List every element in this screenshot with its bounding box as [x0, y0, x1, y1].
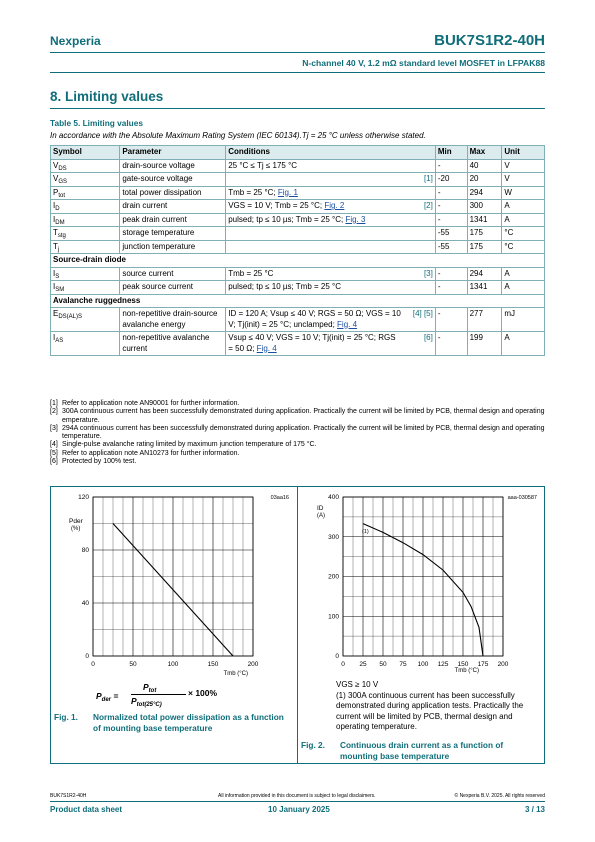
min-cell: - — [435, 308, 467, 332]
reference-cell: [2] — [403, 200, 435, 214]
table-header-cell: Min — [435, 146, 467, 160]
x-tick-label: 175 — [477, 661, 489, 668]
symbol-subscript: DS(AL)S — [58, 314, 83, 320]
table-row — [51, 159, 545, 173]
note-number: [4] — [50, 441, 58, 449]
note-text: Refer to application note AN10273 for further information. — [62, 449, 240, 457]
table-header-cell: Max — [467, 146, 502, 160]
parameter-cell: source current — [120, 267, 226, 281]
note-item — [50, 425, 545, 442]
unit-cell: W — [502, 186, 545, 200]
header-rule — [50, 52, 545, 53]
conditions-text: 25 °C ≤ Tj ≤ 175 °C — [228, 160, 298, 170]
table-row — [51, 332, 545, 356]
parameter-cell: peak drain current — [120, 213, 226, 227]
reference-cell: [3] — [403, 267, 435, 281]
y-tick-label: 80 — [81, 547, 89, 554]
table-description: In accordance with the Absolute Maximum Rating System (IEC 60134).Tj = 25 °C unless otherwise stated. — [50, 131, 426, 140]
x-axis-label: Tmb (°C) — [454, 668, 479, 674]
note-text: Refer to application note AN90001 for further information. — [62, 400, 240, 407]
footer-date: 10 January 2025 — [268, 805, 330, 814]
table-row — [51, 227, 545, 241]
conditions-cell — [226, 240, 404, 254]
min-cell: - — [435, 200, 467, 214]
table-header-cell: Unit — [502, 146, 545, 160]
parameter-cell: storage temperature — [120, 227, 226, 241]
figure-link[interactable]: Fig. 4 — [256, 343, 277, 353]
table-row — [51, 213, 545, 227]
brand-name: Nexperia — [50, 34, 101, 48]
conditions-text: pulsed; tp ≤ 10 µs; Tmb = 25 °C — [228, 282, 341, 291]
subtitle-rule — [50, 72, 545, 73]
max-cell: 300 — [467, 200, 502, 214]
conditions-text: VGS = 10 V; Tmb = 25 °C; — [228, 201, 325, 210]
figure-2-notes — [336, 680, 541, 733]
conditions-text: Tmb = 25 °C — [228, 268, 274, 278]
min-cell: -55 — [435, 227, 467, 241]
conditions-cell — [226, 159, 404, 173]
symbol: P — [53, 187, 59, 197]
table-notes — [50, 400, 545, 466]
figure-link[interactable]: Fig. 1 — [277, 187, 298, 197]
footer-rule — [50, 801, 545, 802]
table-row — [51, 173, 545, 187]
conditions-cell — [226, 173, 404, 187]
max-cell: 199 — [467, 332, 502, 356]
figure-1-text: Normalized total power dissipation as a function of mounting base temperature — [93, 712, 284, 733]
parameter-cell: non-repetitive drain-source avalanche energy — [120, 308, 226, 332]
footer-doc-id: BUK7S1R2-40H — [50, 793, 87, 799]
unit-cell: V — [502, 173, 545, 187]
reference-cell — [403, 240, 435, 254]
note-item — [50, 441, 545, 449]
table-header-cell: Parameter — [120, 146, 226, 160]
table-header-row — [51, 146, 545, 160]
conditions-text: Tmb = 25 °C; — [228, 187, 278, 197]
table-group-row — [51, 294, 545, 308]
unit-cell: A — [502, 332, 545, 356]
figure-divider — [297, 486, 298, 764]
chart-code: 03aa16 — [270, 495, 289, 501]
reference-cell: [6] — [403, 332, 435, 356]
figure-link[interactable]: Fig. 2 — [324, 201, 345, 210]
symbol-cell — [51, 281, 120, 295]
symbol-subscript: S — [55, 273, 60, 280]
max-cell: 294 — [467, 186, 502, 200]
note-item — [50, 458, 545, 466]
parameter-cell: drain-source voltage — [120, 159, 226, 173]
parameter-cell: drain current — [120, 200, 226, 214]
unit-cell: °C — [502, 240, 545, 254]
conditions-text: pulsed; tp ≤ 10 µs; Tmb = 25 °C; — [228, 214, 346, 224]
note-item — [50, 408, 545, 425]
symbol-cell — [51, 173, 120, 187]
table-row — [51, 281, 545, 295]
group-label: Source-drain diode — [51, 254, 545, 268]
x-tick-label: 150 — [207, 661, 219, 668]
chart-drain-current — [299, 488, 543, 678]
conditions-cell — [226, 332, 404, 356]
x-tick-label: 75 — [399, 661, 407, 668]
figure-1-caption — [54, 712, 289, 733]
min-cell: - — [435, 267, 467, 281]
symbol: T — [53, 228, 58, 237]
figure-2-number: Fig. 2. — [301, 740, 325, 750]
table-title: Table 5. Limiting values — [50, 118, 143, 128]
chart-code: aaa-030587 — [507, 495, 537, 501]
y-axis-unit: (%) — [71, 526, 81, 532]
note-number: [3] — [50, 424, 58, 432]
unit-cell: A — [502, 281, 545, 295]
footer-doc-type: Product data sheet — [50, 805, 123, 814]
x-tick-label: 100 — [167, 661, 179, 668]
min-cell: - — [435, 281, 467, 295]
y-tick-label: 120 — [78, 494, 89, 501]
symbol: V — [53, 174, 59, 183]
product-subtitle: N-channel 40 V, 1.2 mΩ standard level MOSFET in LFPAK88 — [302, 58, 545, 68]
table-header-cell: Symbol — [51, 146, 120, 160]
figure-2-caption — [301, 740, 541, 761]
x-tick-label: 100 — [417, 661, 429, 668]
x-tick-label: 200 — [497, 661, 509, 668]
footer-page: 3 / 13 — [524, 805, 545, 814]
symbol-cell — [51, 332, 120, 356]
max-cell: 175 — [467, 227, 502, 241]
min-cell: - — [435, 332, 467, 356]
symbol-subscript: SM — [55, 287, 65, 293]
symbol: E — [53, 309, 59, 318]
note-item — [50, 450, 545, 458]
symbol: I — [53, 214, 56, 224]
vgs-condition: VGS ≥ 10 V — [336, 680, 379, 689]
pder-formula: $P_{der}$ = $P_{tot}$ $P_{tot(25^\circ C)}$ × 100% — [96, 682, 218, 708]
min-cell: - — [435, 213, 467, 227]
symbol-subscript: GS — [58, 179, 68, 185]
max-cell: 20 — [467, 173, 502, 187]
min-cell: - — [435, 186, 467, 200]
y-tick-label: 0 — [335, 653, 339, 660]
reference-cell — [403, 159, 435, 173]
symbol-cell — [51, 159, 120, 173]
max-cell: 1341 — [467, 281, 502, 295]
figure-2-text: Continuous drain current as a function of mounting base temperature — [340, 740, 504, 761]
limiting-values-table — [50, 145, 545, 356]
note-text: Single-pulse avalanche rating limited by maximum junction temperature of 175 °C. — [62, 441, 317, 449]
y-axis-label: ID — [317, 505, 324, 512]
y-tick-label: 300 — [328, 533, 339, 541]
unit-cell: mJ — [502, 308, 545, 332]
symbol-subscript: DS — [58, 165, 67, 172]
conditions-cell — [226, 227, 404, 241]
symbol-subscript: j — [57, 246, 60, 253]
reference-cell: [1] — [403, 173, 435, 187]
conditions-cell — [226, 281, 404, 295]
parameter-cell: peak source current — [120, 281, 226, 295]
symbol-subscript: AS — [55, 338, 64, 344]
footer-copyright: © Nexperia B.V. 2025. All rights reserved — [454, 793, 545, 799]
symbol-subscript: tot — [58, 192, 66, 199]
max-cell: 294 — [467, 267, 502, 281]
reference-cell — [403, 281, 435, 295]
table-row — [51, 186, 545, 200]
symbol-cell — [51, 200, 120, 214]
group-label: Avalanche ruggedness — [51, 294, 545, 308]
table-row — [51, 308, 545, 332]
symbol-subscript: stg — [57, 233, 66, 239]
unit-cell: A — [502, 267, 545, 281]
symbol-cell — [51, 213, 120, 227]
symbol-cell — [51, 308, 120, 332]
symbol-cell — [51, 267, 120, 281]
y-tick-label: 400 — [328, 494, 339, 501]
conditions-cell — [226, 186, 404, 200]
conditions-cell — [226, 267, 404, 281]
figure-2-note-body: (1) 300A continuous current has been successfully demonstrated during application tests. Practically the current will be limited by PCB, thermal design and operating temperature. — [336, 690, 524, 731]
section-rule — [50, 108, 545, 109]
unit-cell: A — [502, 213, 545, 227]
x-tick-label: 200 — [247, 661, 259, 668]
unit-cell: °C — [502, 227, 545, 241]
table-header-cell: Conditions — [226, 146, 436, 160]
figure-link[interactable]: Fig. 3 — [345, 214, 366, 224]
symbol: I — [53, 333, 56, 342]
figure-link[interactable]: Fig. 4 — [337, 319, 358, 329]
x-tick-label: 0 — [341, 661, 345, 668]
reference-cell — [403, 227, 435, 241]
figure-1-number: Fig. 1. — [54, 712, 78, 722]
x-tick-label: 50 — [129, 661, 137, 668]
symbol: I — [53, 282, 56, 291]
conditions-cell — [226, 213, 404, 227]
x-axis-label: Tmb (°C) — [223, 671, 248, 677]
min-cell: -55 — [435, 240, 467, 254]
conditions-cell — [226, 308, 404, 332]
reference-cell — [403, 186, 435, 200]
y-tick-label: 200 — [328, 573, 339, 581]
symbol: I — [53, 268, 56, 278]
chart-power-derating — [52, 488, 295, 688]
note-text: 294A continuous current has been successfully demonstrated during application. Practically the current will be limited by PCB, thermal design and operating temperature. — [62, 424, 545, 441]
min-cell: -20 — [435, 173, 467, 187]
y-tick-label: 0 — [85, 653, 89, 660]
note-number: [5] — [50, 449, 58, 457]
max-cell: 175 — [467, 240, 502, 254]
table-row — [51, 200, 545, 214]
symbol-cell — [51, 227, 120, 241]
max-cell: 40 — [467, 159, 502, 173]
note-number: [2] — [50, 408, 58, 416]
max-cell: 1341 — [467, 213, 502, 227]
max-cell: 277 — [467, 308, 502, 332]
parameter-cell: gate-source voltage — [120, 173, 226, 187]
unit-cell: V — [502, 159, 545, 173]
series-annotation: (1) — [362, 528, 369, 535]
note-text: Protected by 100% test. — [62, 458, 137, 466]
parameter-cell: junction temperature — [120, 240, 226, 254]
parameter-cell: total power dissipation — [120, 186, 226, 200]
table-group-row — [51, 254, 545, 268]
y-tick-label: 40 — [81, 600, 89, 607]
symbol: T — [53, 241, 58, 251]
section-title: 8. Limiting values — [50, 89, 164, 104]
x-tick-label: 150 — [457, 661, 469, 668]
symbol-subscript: DM — [55, 219, 65, 226]
conditions-cell — [226, 200, 404, 214]
symbol: I — [53, 201, 56, 210]
y-tick-label: 100 — [328, 613, 339, 621]
x-tick-label: 50 — [379, 661, 387, 668]
conditions-text: Vsup ≤ 40 V; VGS = 10 V; Tj(init) = 25 °C; RGS = 50 Ω; — [228, 333, 396, 353]
x-tick-label: 125 — [437, 661, 449, 668]
parameter-cell: non-repetitive avalanche current — [120, 332, 226, 356]
symbol-cell — [51, 240, 120, 254]
reference-cell — [403, 213, 435, 227]
x-tick-label: 0 — [91, 661, 95, 668]
note-number: [1] — [50, 400, 58, 407]
symbol: V — [53, 160, 59, 170]
unit-cell: A — [502, 200, 545, 214]
part-number: BUK7S1R2-40H — [434, 32, 545, 49]
symbol-subscript: D — [55, 206, 60, 212]
note-item — [50, 400, 545, 408]
conditions-text: ID = 120 A; Vsup ≤ 40 V; RGS = 50 Ω; VGS = 10 V; Tj(init) = 25 °C; unclamped; — [228, 309, 401, 329]
x-tick-label: 25 — [359, 661, 367, 668]
reference-cell: [4] [5] — [403, 308, 435, 332]
symbol-cell — [51, 186, 120, 200]
note-text: 300A continuous current has been successfully demonstrated during application. Practically the current will be limited by PCB, thermal design and operating emperature. — [62, 408, 545, 424]
note-number: [6] — [50, 458, 58, 466]
min-cell: - — [435, 159, 467, 173]
y-axis-unit: (A) — [317, 513, 325, 519]
table-row — [51, 267, 545, 281]
table-row — [51, 240, 545, 254]
footer-legal: All information provided in this document is subject to legal disclaimers. — [218, 793, 376, 799]
y-axis-label: Pder — [69, 518, 83, 525]
